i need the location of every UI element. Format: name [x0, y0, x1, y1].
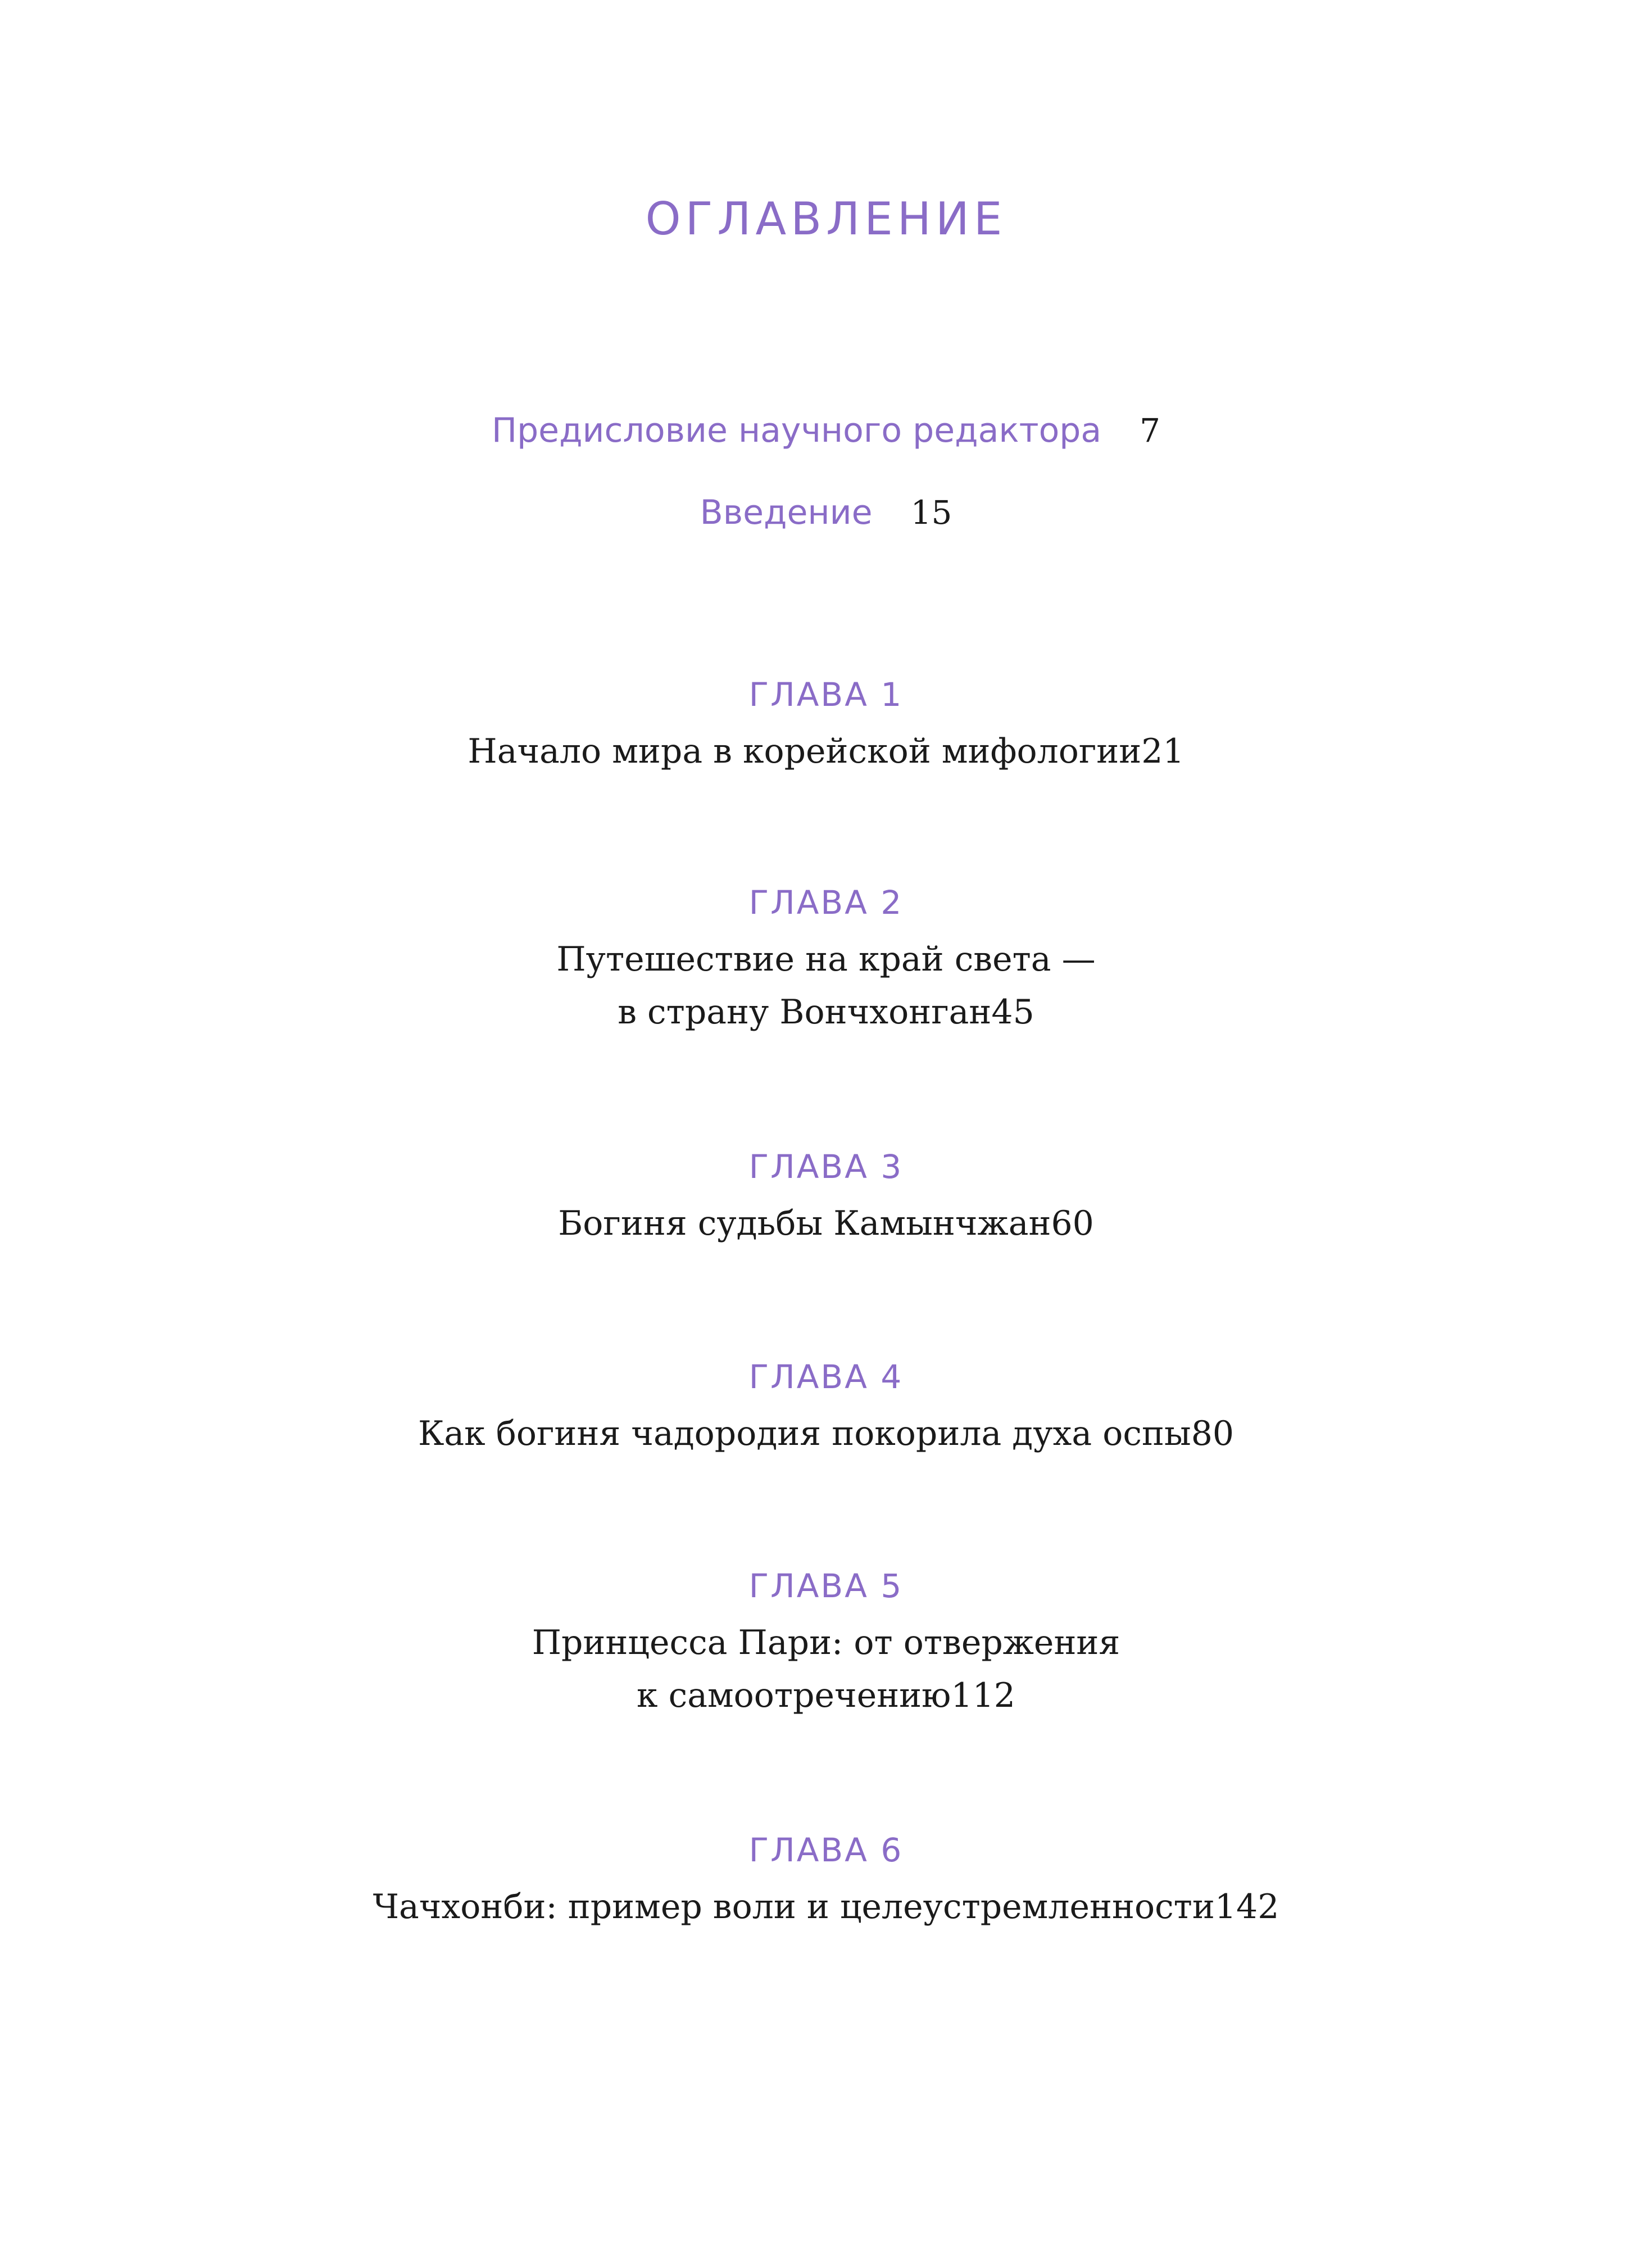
chapter-title-text: Как богиня чадородия покорила духа оспы — [417, 1414, 1191, 1453]
chapter-title-text: Начало мира в корейской мифологии — [468, 732, 1142, 771]
chapter-heading: ГЛАВА 4 — [748, 1358, 904, 1396]
toc-chapter-2[interactable] — [0, 880, 1652, 1039]
chapter-heading: ГЛАВА 3 — [748, 1148, 904, 1186]
toc-entry-preface[interactable] — [0, 408, 1652, 462]
chapter-title-line — [0, 1407, 1652, 1460]
toc-chapter-4[interactable] — [0, 1354, 1652, 1460]
toc-chapter-1[interactable] — [0, 672, 1652, 778]
toc-entry-label: Введение — [700, 493, 873, 532]
chapter-title-line — [0, 1616, 1652, 1669]
toc-title: ОГЛАВЛЕНИЕ — [645, 193, 1007, 245]
chapter-page: 112 — [951, 1676, 1015, 1715]
toc-chapter-3[interactable] — [0, 1144, 1652, 1250]
chapter-title-text: Чачхонби: пример воли и целеустремленности — [373, 1887, 1215, 1927]
chapter-page: 142 — [1214, 1887, 1279, 1927]
chapter-title-line — [0, 1197, 1652, 1250]
chapter-title-line — [0, 986, 1652, 1039]
chapter-title-line — [0, 1669, 1652, 1722]
chapter-title-text: к самоотречению — [637, 1676, 951, 1715]
toc-entry-introduction[interactable] — [0, 490, 1652, 544]
chapter-title-line — [0, 933, 1652, 986]
chapter-page: 80 — [1191, 1414, 1235, 1453]
toc-entry-page: 7 — [1140, 411, 1161, 450]
toc-entry-page: 15 — [910, 493, 952, 532]
chapter-title-text: Путешествие на край света — — [556, 940, 1096, 979]
chapter-heading: ГЛАВА 5 — [748, 1567, 904, 1605]
chapter-title-line — [0, 1880, 1652, 1933]
chapter-page: 45 — [991, 992, 1034, 1032]
toc-chapter-5[interactable] — [0, 1563, 1652, 1722]
chapter-title-text: в страну Вончхонган — [618, 992, 992, 1032]
chapter-heading: ГЛАВА 2 — [748, 883, 904, 922]
chapter-page: 60 — [1051, 1204, 1094, 1243]
toc-chapter-6[interactable] — [0, 1828, 1652, 1933]
chapter-heading: ГЛАВА 6 — [748, 1831, 904, 1869]
chapter-title-text: Богиня судьбы Камынчжан — [558, 1204, 1051, 1243]
toc-entry-label: Предисловие научного редактора — [491, 411, 1102, 450]
chapter-heading: ГЛАВА 1 — [748, 676, 904, 714]
chapter-page: 21 — [1141, 732, 1184, 771]
chapter-title-text: Принцесса Пари: от отвержения — [532, 1623, 1120, 1662]
chapter-title-line — [0, 725, 1652, 778]
